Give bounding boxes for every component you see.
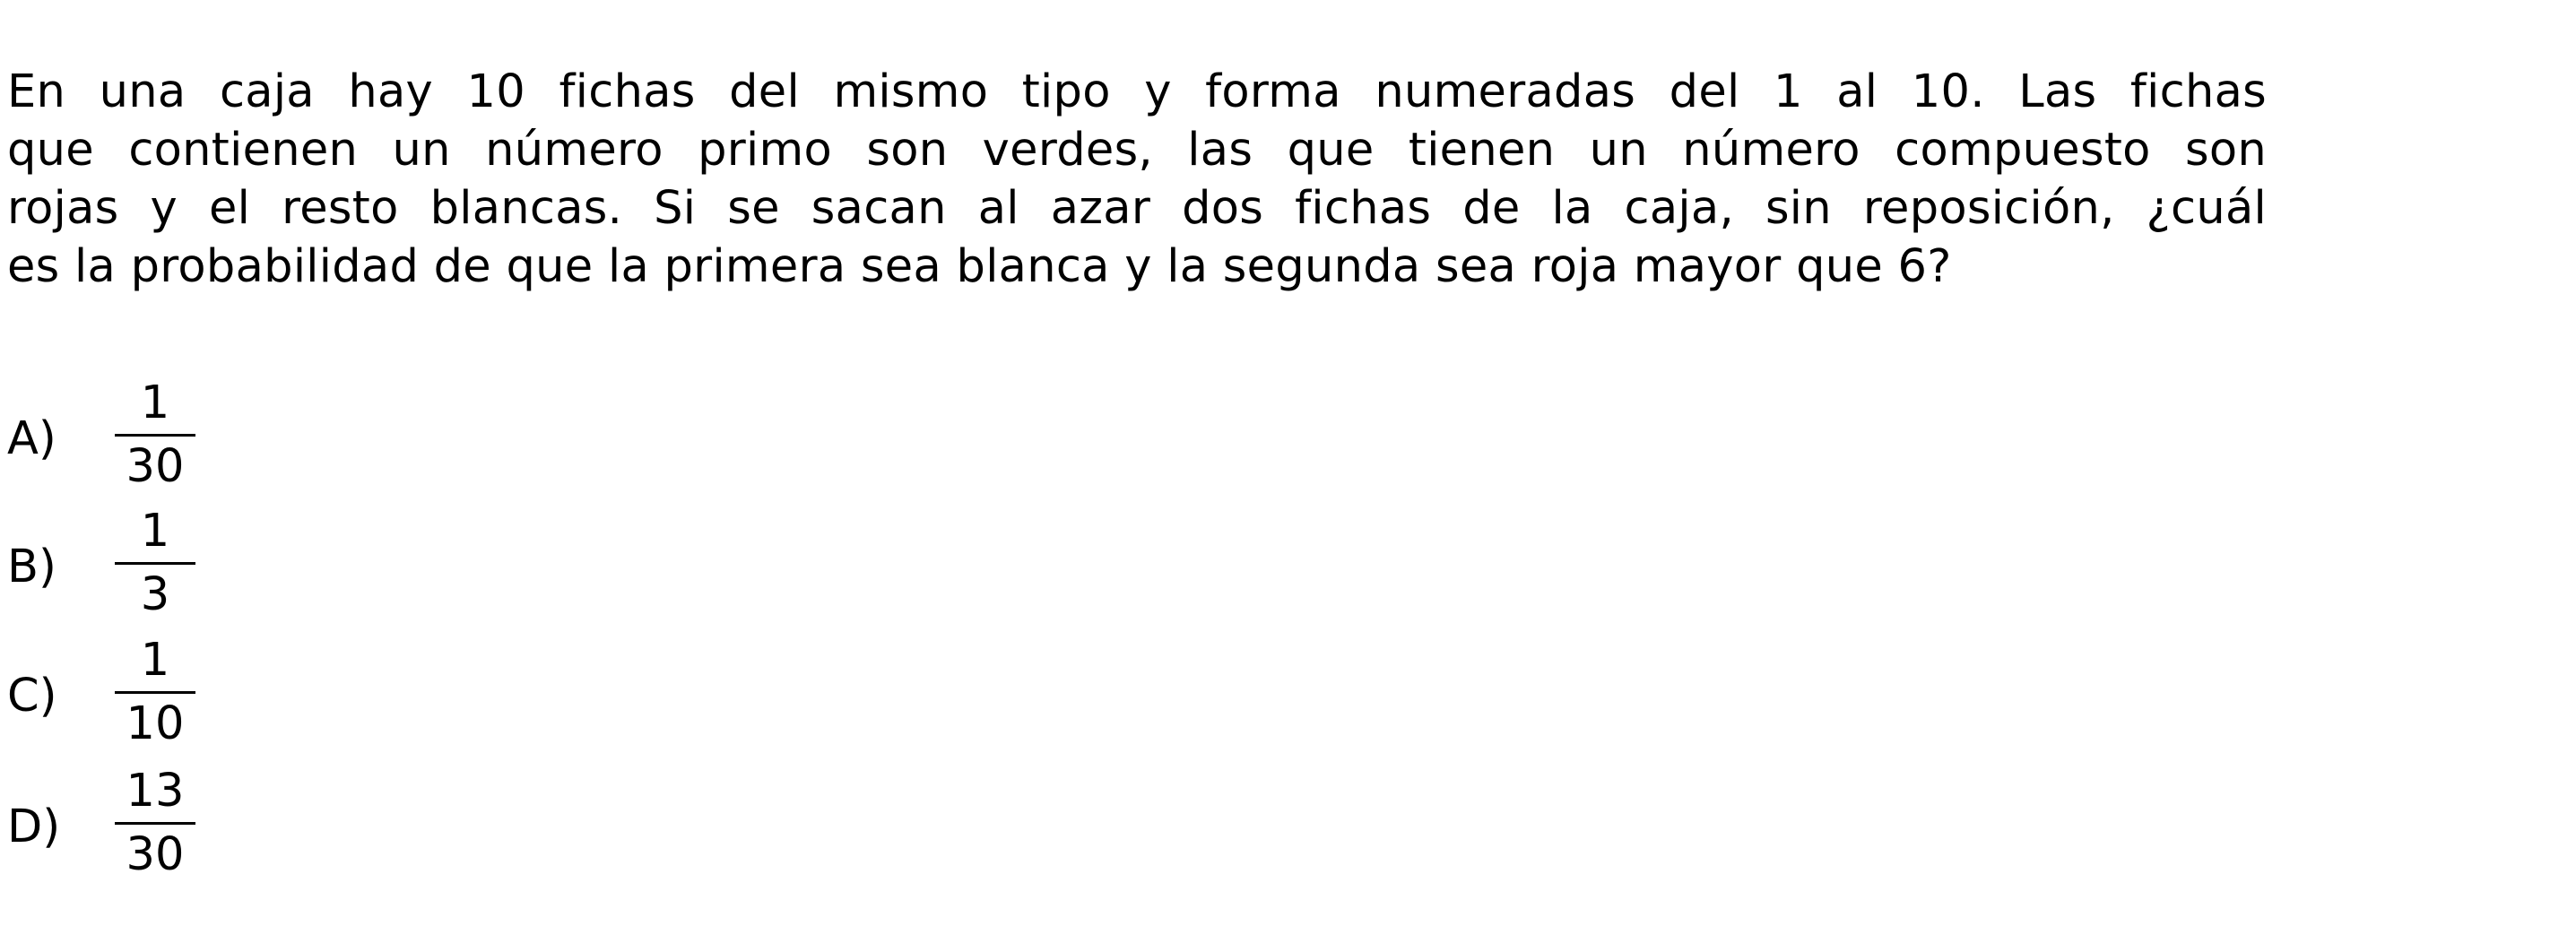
fraction-denominator: 30: [126, 828, 185, 881]
fraction-bar: [115, 434, 195, 437]
question-text: [7, 63, 2267, 296]
option-fraction: [115, 634, 195, 751]
fraction-bar: [115, 691, 195, 694]
option-label: A): [7, 412, 56, 465]
option-label: D): [7, 801, 61, 853]
fraction-numerator: 1: [140, 634, 170, 687]
fraction-numerator: 1: [140, 505, 170, 558]
fraction-numerator: 13: [126, 765, 185, 818]
fraction-bar: [115, 822, 195, 825]
option-label: B): [7, 541, 56, 593]
option-fraction: [115, 505, 195, 622]
fraction-numerator: 1: [140, 376, 170, 429]
fraction-denominator: 30: [126, 440, 185, 493]
option-d[interactable]: [7, 765, 366, 926]
option-label: C): [7, 670, 57, 723]
fraction-denominator: 10: [126, 697, 185, 750]
option-fraction: [115, 376, 195, 494]
question-line: En una caja hay 10 fichas del mismo tipo y forma numeradas del 1 al 10. Las fichas: [7, 65, 2267, 118]
question-line: que contienen un número primo son verdes, las que tienen un número compuesto son: [7, 124, 2267, 177]
question-line: es la probabilidad de que la primera sea blanca y la segunda sea roja mayor que 6?: [7, 240, 1952, 293]
fraction-bar: [115, 562, 195, 565]
question-line: rojas y el resto blancas. Si se sacan al azar dos fichas de la caja, sin reposición, ¿cuál: [7, 182, 2267, 235]
option-fraction: [115, 765, 195, 882]
fraction-denominator: 3: [140, 568, 170, 621]
